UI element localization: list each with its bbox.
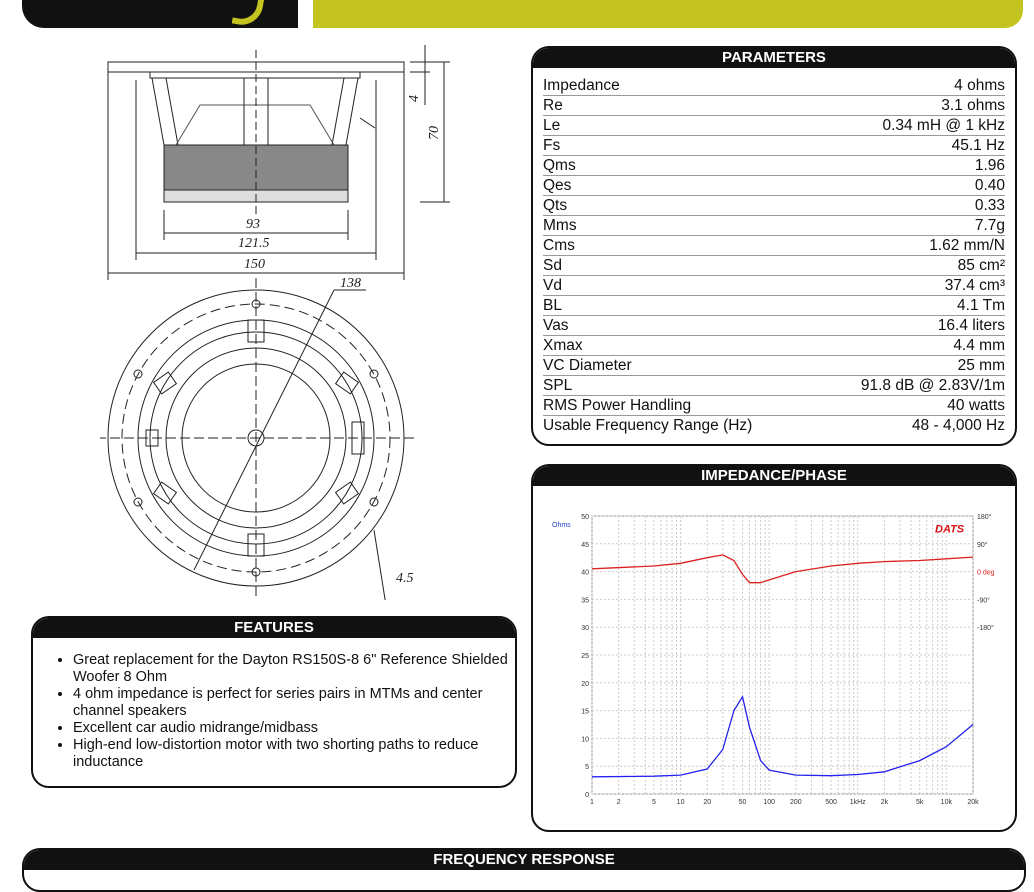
feature-item: • High-end low-distortion motor with two shorting paths to reduce inductance xyxy=(73,737,515,771)
param-row xyxy=(543,276,1005,296)
param-value: 4.1 Tm xyxy=(957,297,1005,314)
dim-4-label: 4 xyxy=(407,95,422,102)
x-tick-label: 20 xyxy=(703,799,712,806)
dim-138-label: 138 xyxy=(340,276,361,291)
param-label: Impedance xyxy=(543,77,620,94)
param-label: Fs xyxy=(543,137,561,154)
param-row xyxy=(543,256,1005,276)
dim-150-label: 150 xyxy=(244,257,265,272)
param-value: 37.4 cm³ xyxy=(944,277,1005,294)
dim-93-label: 93 xyxy=(246,217,260,232)
right-tick-label: -90° xyxy=(977,597,990,605)
param-label: SPL xyxy=(543,377,573,394)
y-tick-label: 25 xyxy=(581,653,589,660)
param-label: Xmax xyxy=(543,337,583,354)
param-value: 1.96 xyxy=(974,157,1005,174)
right-tick-label: -180° xyxy=(977,625,994,633)
feature-item: • 4 ohm impedance is perfect for series pairs in MTMs and center channel speakers xyxy=(73,686,515,720)
param-label: Mms xyxy=(543,217,577,234)
y-tick-label: 15 xyxy=(581,708,589,716)
x-tick-label: 10 xyxy=(676,799,685,806)
param-label: Re xyxy=(543,97,563,114)
param-value: 91.8 dB @ 2.83V/1m xyxy=(860,377,1005,394)
param-value: 25 mm xyxy=(957,357,1005,374)
feature-item: • Great replacement for the Dayton RS150S-8 6" Reference Shielded Woofer 8 Ohm xyxy=(73,652,515,686)
y-tick-label: 35 xyxy=(581,597,589,605)
x-tick-label: 100 xyxy=(763,799,776,806)
param-row xyxy=(543,376,1005,396)
param-label: Usable Frequency Range (Hz) xyxy=(543,417,753,434)
y-tick-label: 30 xyxy=(581,625,589,633)
param-label: Le xyxy=(543,117,561,134)
parameters-panel xyxy=(531,46,1017,446)
param-value: 0.34 mH @ 1 kHz xyxy=(882,117,1005,134)
param-label: VC Diameter xyxy=(543,357,632,374)
param-row xyxy=(543,416,1005,435)
param-value: 85 cm² xyxy=(957,257,1005,274)
feature-item: • Excellent car audio midrange/midbass xyxy=(73,720,515,737)
features-panel xyxy=(31,616,517,788)
param-row xyxy=(543,96,1005,116)
y-tick-label: 10 xyxy=(581,736,589,744)
param-label: BL xyxy=(543,297,562,314)
param-row xyxy=(543,136,1005,156)
param-label: Sd xyxy=(543,257,562,274)
dim-70-label: 70 xyxy=(427,126,442,140)
speaker-drawing xyxy=(100,40,460,600)
y-tick-label: 45 xyxy=(581,541,589,549)
param-row xyxy=(543,116,1005,136)
param-value: 4 ohms xyxy=(954,77,1005,94)
x-tick-label: 5k xyxy=(915,799,924,806)
x-tick-label: 1kHz xyxy=(849,799,866,806)
y-tick-label: 5 xyxy=(585,764,589,772)
param-value: 1.62 mm/N xyxy=(929,237,1005,254)
param-row xyxy=(543,156,1005,176)
param-row xyxy=(543,356,1005,376)
param-row xyxy=(543,316,1005,336)
param-value: 48 - 4,000 Hz xyxy=(911,417,1005,434)
param-value: 0.33 xyxy=(974,197,1005,214)
param-label: Vas xyxy=(543,317,569,334)
param-label: Vd xyxy=(543,277,562,294)
x-tick-label: 5 xyxy=(651,799,656,806)
features-list xyxy=(33,652,515,771)
param-value: 0.40 xyxy=(974,177,1005,194)
param-label: RMS Power Handling xyxy=(543,397,692,414)
param-row xyxy=(543,176,1005,196)
x-tick-label: 10k xyxy=(940,799,952,806)
param-value: 3.1 ohms xyxy=(941,97,1005,114)
x-tick-label: 2k xyxy=(880,799,889,806)
x-tick-label: 500 xyxy=(825,799,837,806)
x-tick-label: 1 xyxy=(590,799,594,806)
right-tick-label: 0 deg xyxy=(977,569,995,577)
features-title: FEATURES xyxy=(33,618,515,638)
param-row xyxy=(543,396,1005,416)
param-row xyxy=(543,336,1005,356)
right-tick-label: 90° xyxy=(977,541,988,549)
x-tick-label: 200 xyxy=(789,799,802,806)
impedance-title: IMPEDANCE/PHASE xyxy=(533,466,1015,486)
x-tick-label: 50 xyxy=(738,799,747,806)
y-tick-label: 20 xyxy=(581,680,589,688)
param-label: Qms xyxy=(543,157,576,174)
frequency-panel xyxy=(22,848,1026,892)
x-tick-label: 20k xyxy=(967,799,979,806)
param-label: Qes xyxy=(543,177,572,194)
param-row xyxy=(543,296,1005,316)
param-value: 45.1 Hz xyxy=(951,137,1005,154)
impedance-chart xyxy=(533,486,1015,828)
param-label: Cms xyxy=(543,237,575,254)
header-lime-bar xyxy=(313,0,1023,28)
param-row xyxy=(543,216,1005,236)
dim-121-label: 121.5 xyxy=(238,236,270,251)
parameters-title: PARAMETERS xyxy=(533,48,1015,68)
dim-4.5-label: 4.5 xyxy=(396,571,414,586)
frequency-title: FREQUENCY RESPONSE xyxy=(24,850,1024,870)
param-label: Qts xyxy=(543,197,568,214)
param-value: 7.7g xyxy=(974,217,1005,234)
parameters-list xyxy=(533,68,1015,435)
y-tick-label: 40 xyxy=(581,569,589,577)
param-row xyxy=(543,76,1005,96)
right-tick-label: 180° xyxy=(977,514,992,521)
param-value: 4.4 mm xyxy=(953,337,1005,354)
dats-logo: DATS xyxy=(935,523,965,536)
param-row xyxy=(543,196,1005,216)
param-row xyxy=(543,236,1005,256)
x-tick-label: 2 xyxy=(616,799,621,806)
y-tick-label: 0 xyxy=(585,792,589,799)
y-tick-label: 50 xyxy=(581,514,589,521)
param-value: 16.4 liters xyxy=(937,317,1005,334)
impedance-panel xyxy=(531,464,1017,832)
param-value: 40 watts xyxy=(947,397,1005,414)
ohms-unit-label: Ohms xyxy=(552,522,571,530)
